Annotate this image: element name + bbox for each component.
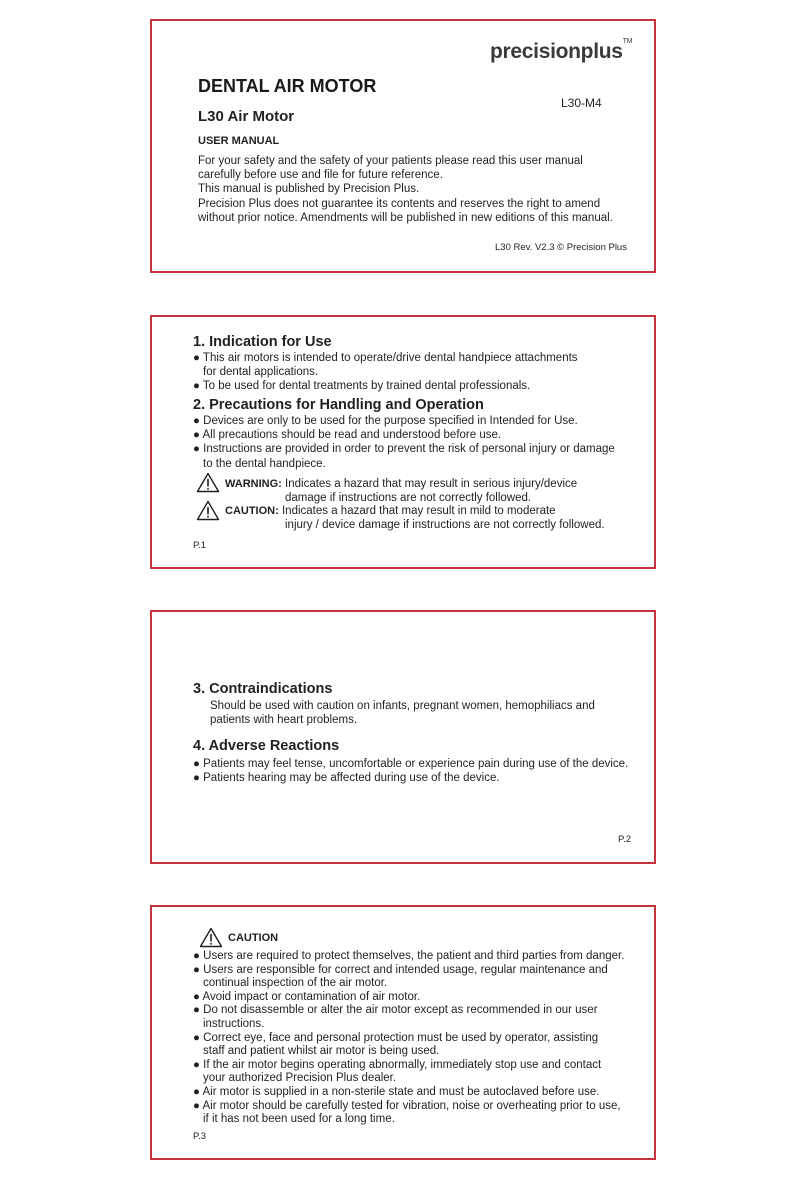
manual-page-2	[150, 610, 656, 864]
warning-definition	[225, 477, 577, 505]
section-1-text	[193, 351, 578, 394]
document-title: DENTAL AIR MOTOR	[198, 76, 377, 96]
section-3-text	[210, 699, 595, 727]
list-item: ● Instructions are provided in order to prevent the risk of personal injury or damage	[193, 443, 615, 456]
manual-page-1	[150, 315, 656, 569]
list-item-continued: staff and patient whilst air motor is being used.	[203, 1045, 440, 1058]
list-item-continued: if it has not been used for a long time.	[203, 1113, 395, 1126]
document-subtitle: L30 Air Motor	[198, 108, 295, 125]
list-item-continued: instructions.	[203, 1017, 265, 1030]
brand-logo: precisionplus™	[490, 38, 633, 63]
intro-line: Precision Plus does not guarantee its contents and reserves the right to amend	[198, 197, 601, 210]
revision-note: L30 Rev. V2.3 © Precision Plus	[495, 242, 627, 253]
list-item: ● Users are responsible for correct and intended usage, regular maintenance and	[193, 963, 608, 976]
list-item: ● If the air motor begins operating abnormally, immediately stop use and contact	[193, 1058, 602, 1071]
intro-line: This manual is published by Precision Plus.	[198, 183, 420, 196]
section-3-title: 3. Contraindications	[193, 681, 333, 697]
list-item-continued: continual inspection of the air motor.	[203, 977, 388, 990]
manual-page-cover	[150, 19, 656, 273]
intro-text	[198, 154, 613, 225]
list-item: ● Avoid impact or contamination of air motor.	[193, 990, 421, 1003]
list-item: ● Patients may feel tense, uncomfortable or experience pain during use of the device.	[193, 758, 629, 770]
caution-list	[193, 950, 624, 1127]
list-item: ● Users are required to protect themselves, the patient and third parties from danger.	[193, 950, 625, 962]
warning-triangle-icon	[196, 472, 220, 493]
warning-label: WARNING:	[225, 478, 282, 490]
list-item: ● This air motors is intended to operate/drive dental handpiece attachments	[193, 352, 578, 364]
page-number: P.3	[193, 1131, 207, 1142]
model-code: L30-M4	[561, 96, 602, 110]
list-item: ● To be used for dental treatments by trained dental professionals.	[193, 380, 531, 393]
caution-label: CAUTION:	[225, 505, 279, 517]
section-2-text	[193, 414, 615, 471]
section-4-title: 4. Adverse Reactions	[193, 738, 340, 754]
list-item-continued: to the dental handpiece.	[203, 457, 326, 470]
list-item: ● Air motor is supplied in a non-sterile state and must be autoclaved before use.	[193, 1085, 600, 1098]
manual-page-3	[150, 905, 656, 1160]
caution-heading: CAUTION	[228, 932, 279, 944]
section-1-title: 1. Indication for Use	[193, 334, 332, 350]
list-item-continued: your authorized Precision Plus dealer.	[203, 1072, 397, 1085]
intro-line: without prior notice. Amendments will be published in new editions of this manual.	[198, 211, 613, 224]
list-item: ● Correct eye, face and personal protection must be used by operator, assisting	[193, 1031, 599, 1044]
caution-text-continued: injury / device damage if instructions are not correctly followed.	[285, 519, 605, 532]
caution-definition	[225, 504, 605, 532]
page-number: P.2	[618, 834, 632, 845]
warning-text: Indicates a hazard that may result in serious injury/device	[285, 478, 578, 490]
caution-triangle-icon	[196, 500, 220, 521]
list-item: ● All precautions should be read and understood before use.	[193, 429, 502, 442]
list-item: ● Air motor should be carefully tested for vibration, noise or overheating prior to use,	[193, 1099, 621, 1112]
manual-label: USER MANUAL	[198, 135, 280, 147]
page-number: P.1	[193, 540, 207, 551]
section-2-title: 2. Precautions for Handling and Operation	[193, 397, 484, 413]
intro-line: For your safety and the safety of your patients please read this user manual	[198, 155, 583, 167]
warning-text-continued: damage if instructions are not correctly followed.	[285, 492, 532, 505]
list-item: ● Do not disassemble or alter the air motor except as recommended in our user	[193, 1004, 598, 1017]
caution-triangle-icon	[199, 927, 223, 948]
list-item: ● Devices are only to be used for the purpose specified in Intended for Use.	[193, 415, 578, 427]
section-4-text	[193, 757, 628, 785]
paragraph-line: patients with heart problems.	[210, 714, 358, 727]
paragraph-line: Should be used with caution on infants, pregnant women, hemophiliacs and	[210, 700, 595, 712]
intro-line: carefully before use and file for future reference.	[198, 169, 443, 182]
caution-text: Indicates a hazard that may result in mild to moderate	[281, 505, 556, 517]
list-item: ● Patients hearing may be affected during use of the device.	[193, 772, 500, 785]
list-item-continued: for dental applications.	[203, 366, 319, 379]
